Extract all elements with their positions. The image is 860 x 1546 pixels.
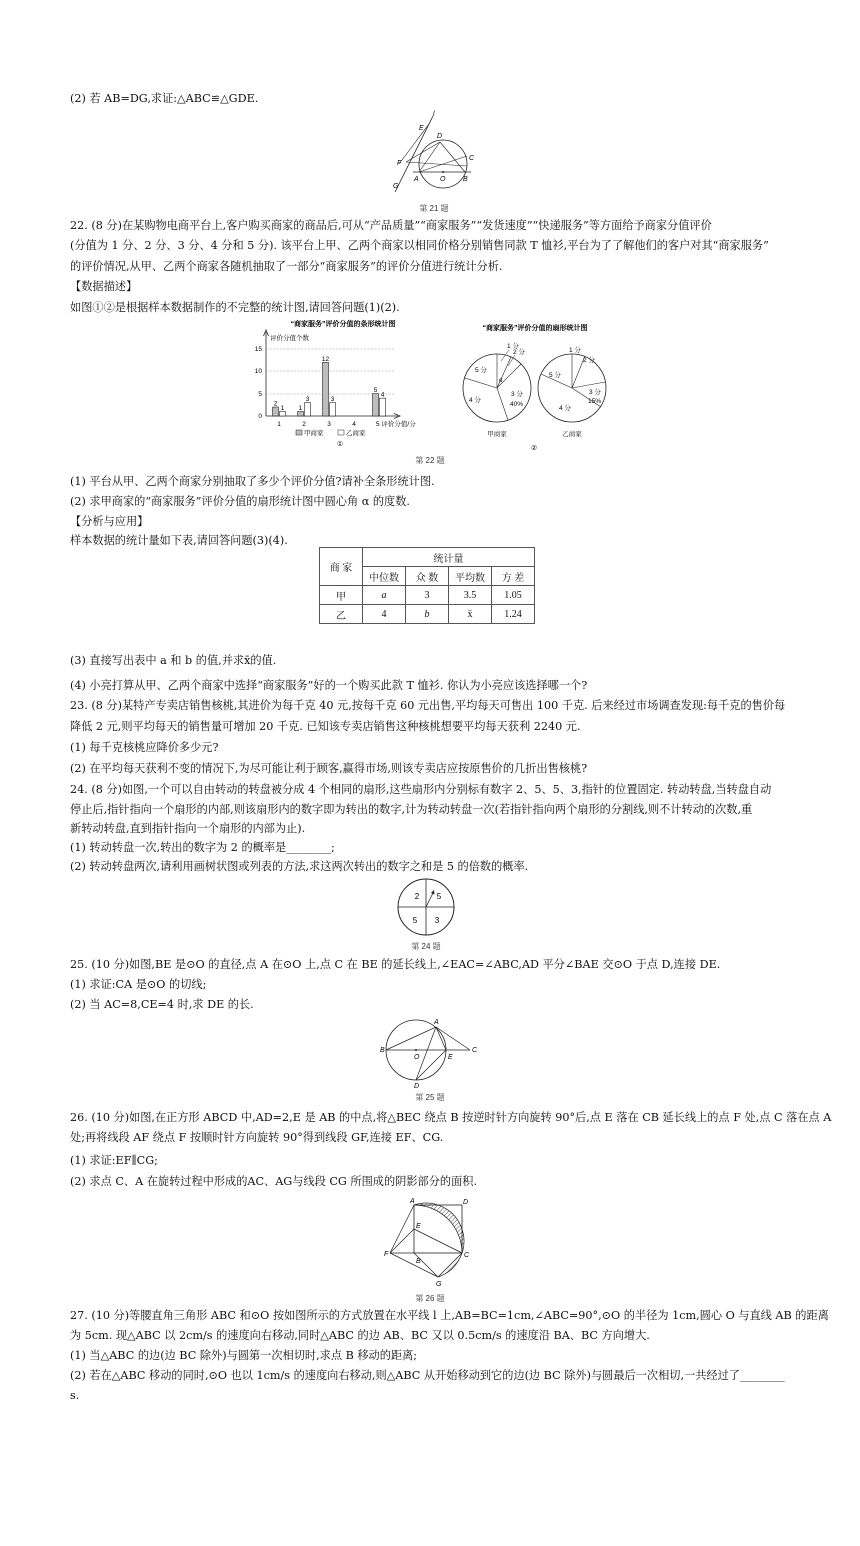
bar-label: 1 <box>298 405 303 413</box>
text-line: (1) 当△ABC 的边(边 BC 除外)与圆第一次相切时,求点 B 移动的距离; <box>70 1349 418 1362</box>
bar-yi-3 <box>330 403 336 416</box>
pie-yi-2: 2 分 <box>583 357 595 364</box>
spinner-number: 2 <box>414 892 420 901</box>
text-line: 新转动转盘,直到指针指向一个扇形的内部为止). <box>70 822 306 835</box>
label-F: F <box>397 160 402 167</box>
table-col-variance: 方 差 <box>492 567 535 586</box>
caption-22: 第 22 题 <box>415 456 445 465</box>
pie-jia-alpha: α <box>499 378 503 384</box>
pie-charts <box>455 322 615 452</box>
bar-label: 12 <box>321 355 330 363</box>
bar-yi-5 <box>380 398 386 416</box>
pie-jia-5: 5 分 <box>475 367 487 374</box>
bar-label: 3 <box>330 396 335 404</box>
text-line: 的评价情况,从甲、乙两个商家各随机抽取了一部分“商家服务”的评价分值进行统计分析. <box>70 260 503 273</box>
x-tick-4: 4 <box>352 421 356 428</box>
label-O: O <box>440 176 446 183</box>
spinner-number: 3 <box>434 916 440 925</box>
label-A: A <box>434 1019 439 1026</box>
table-row: 甲 a 3 3.5 1.05 <box>320 586 535 605</box>
label-B: B <box>380 1047 385 1054</box>
text-line: (4) 小亮打算从甲、乙两个商家中选择“商家服务”好的一个购买此款 T 恤衫. 你认为小亮应该选择哪一个? <box>70 679 588 692</box>
label-B: B <box>416 1258 421 1265</box>
label-D: D <box>437 133 443 140</box>
bar-yi-2 <box>305 403 311 416</box>
x-tick-1: 1 <box>277 421 281 428</box>
table-row: 乙 4 b x̄ 1.24 <box>320 605 535 624</box>
label-C: C <box>469 155 475 162</box>
spinner-number: 5 <box>436 892 442 901</box>
text-line: 样本数据的统计量如下表,请回答问题(3)(4). <box>70 534 288 547</box>
pie-jia-1: 1 分 <box>507 343 519 350</box>
text-line: (2) 求点 C、A 在旋转过程中形成的AC、AG与线段 CG 所围成的阴影部分的面积. <box>70 1175 478 1188</box>
text-line: 26. (10 分)如图,在正方形 ABCD 中,AD=2,E 是 AB 的中点,将△BEC 绕点 B 按逆时针方向旋转 90°后,点 E 落在 CB 延长线上的点 F 处,点 C 落在点 A <box>70 1111 832 1124</box>
pie-jia-3: 3 分 <box>511 391 523 398</box>
label-B: B <box>463 176 468 183</box>
label-C: C <box>464 1252 470 1259</box>
label-E: E <box>419 125 424 132</box>
pie-yi-5: 5 分 <box>549 372 561 379</box>
bar-chart <box>248 318 438 448</box>
text-line: 降低 2 元,则平均每天的销售量可增加 20 千克. 已知该专卖店销售这种核桃想要平均每天获利 2240 元. <box>70 720 581 733</box>
bar-jia-2 <box>298 412 304 416</box>
text-line: 为 5cm. 现△ABC 以 2cm/s 的速度向右移动,同时△ABC 的边 AB、BC 又以 0.5cm/s 的速度沿 BA、BC 方向增大. <box>70 1329 650 1342</box>
text-line: (2) 当 AC=8,CE=4 时,求 DE 的长. <box>70 998 254 1011</box>
bar-jia-5 <box>373 394 379 416</box>
bar-chart-title: “商家服务”评价分值的条形统计图 <box>290 321 396 328</box>
legend-jia: 甲商家 <box>304 430 324 437</box>
text-line: s. <box>70 1389 80 1402</box>
text-line: 处;再将线段 AF 绕点 F 按顺时针方向旋转 90°得到线段 GF,连接 EF、CG. <box>70 1131 444 1144</box>
table-col-mean: 平均数 <box>449 567 492 586</box>
pie-yi-name: 乙商家 <box>562 431 582 438</box>
text-line: 25. (10 分)如图,BE 是⊙O 的直径,点 A 在⊙O 上,点 C 在 BE 的延长线上,∠EAC=∠ABC,AD 平分∠BAE 交⊙O 于点 D,连接 DE. <box>70 958 721 971</box>
text-line: 24. (8 分)如图,一个可以自由转动的转盘被分成 4 个相同的扇形,这些扇形内分别标有数字 2、5、5、3,指针的位置固定. 转动转盘,当转盘自动 <box>70 783 772 796</box>
text-line: 【数据描述】 <box>70 280 138 293</box>
label-D: D <box>463 1199 469 1206</box>
figure-25 <box>378 1012 482 1088</box>
label-A: A <box>410 1198 415 1205</box>
text-line: 27. (10 分)等腰直角三角形 ABC 和⊙O 按如图所示的方式放置在水平线 l 上,AB=BC=1cm,∠ABC=90°,⊙O 的半径为 1cm,圆心 O 与直线 AB 的距离 <box>70 1309 829 1322</box>
table-header-merchant: 商 家 <box>320 548 363 586</box>
figure-26 <box>384 1195 476 1287</box>
text-line: (1) 转动转盘一次,转出的数字为 2 的概率是________; <box>70 841 335 854</box>
bar-chart-xlabel: 5 评价分值/分 <box>376 421 416 428</box>
bar-label: 5 <box>373 387 378 395</box>
pie-yi-15pct: 15% <box>588 398 602 405</box>
text-line: (2) 转动转盘两次,请利用画树状图或列表的方法,求这两次转出的数字之和是 5 的倍数的概率. <box>70 860 529 873</box>
caption-26: 第 26 题 <box>415 1294 445 1303</box>
x-tick-3: 3 <box>327 421 331 428</box>
pie-chart-title: “商家服务”评价分值的扇形统计图 <box>482 325 588 332</box>
x-tick-2: 2 <box>302 421 306 428</box>
pie-jia-40pct: 40% <box>510 401 524 408</box>
text-line: 停止后,指针指向一个扇形的内部,则该扇形内的数字即为转出的数字,计为转动转盘一次(若指针指向两个扇形的分割线,则不计转动的次数,重 <box>70 803 753 816</box>
text-line: 如图①②是根据样本数据制作的不完整的统计图,请回答问题(1)(2). <box>70 301 400 314</box>
caption-24: 第 24 题 <box>411 942 441 951</box>
label-F: F <box>384 1251 389 1258</box>
figure-21 <box>385 108 485 200</box>
bar-label: 2 <box>273 400 278 408</box>
legend-yi: 乙商家 <box>346 430 366 437</box>
stats-table <box>319 547 535 624</box>
y-tick-5: 5 <box>258 391 262 398</box>
label-G: G <box>393 183 399 190</box>
text-line: 【分析与应用】 <box>70 515 149 528</box>
text-line: (2) 求甲商家的“商家服务”评价分值的扇形统计图中圆心角 α 的度数. <box>70 495 410 508</box>
table-col-mode: 众 数 <box>406 567 449 586</box>
pie-jia-2: 2 分 <box>513 349 525 356</box>
caption-21: 第 21 题 <box>419 204 449 213</box>
pie-yi-1: 1 分 <box>569 347 581 354</box>
text-line: 23. (8 分)某特产专卖店销售核桃,其进价为每千克 40 元,按每千克 60 元出售,平均每天可售出 100 千克. 后来经过市场调查发现:每千克的售价每 <box>70 699 786 712</box>
bar-jia-3 <box>323 362 329 416</box>
bar-label: 3 <box>305 396 310 404</box>
label-O: O <box>414 1054 420 1061</box>
text-line: (1) 平台从甲、乙两个商家分别抽取了多少个评价分值?请补全条形统计图. <box>70 475 435 488</box>
pie-jia-name: 甲商家 <box>487 431 507 438</box>
pie-jia-4: 4 分 <box>469 397 481 404</box>
text-line: (1) 每千克核桃应降价多少元? <box>70 741 219 754</box>
bar-yi-1 <box>280 412 286 416</box>
label-l: l <box>433 111 435 118</box>
label-E: E <box>448 1054 453 1061</box>
label-C: C <box>472 1047 478 1054</box>
figure-marker-1: ① <box>336 441 344 448</box>
text-line: (2) 若 AB=DG,求证:△ABC≌△GDE. <box>70 92 259 105</box>
pie-yi-4: 4 分 <box>559 405 571 412</box>
bar-jia-1 <box>273 407 279 416</box>
text-line: (分值为 1 分、2 分、3 分、4 分和 5 分). 该平台上甲、乙两个商家以相同价格分别销售同款 T 恤衫,平台为了了解他们的客户对其“商家服务” <box>70 239 769 252</box>
y-tick-10: 10 <box>254 368 262 375</box>
label-A: A <box>414 176 419 183</box>
bar-label: 1 <box>280 405 285 413</box>
caption-25: 第 25 题 <box>415 1093 445 1102</box>
text-line: (2) 若在△ABC 移动的同时,⊙O 也以 1cm/s 的速度向右移动,则△ABC 从开始移动到它的边(边 BC 除外)与圆最后一次相切,一共经过了________ <box>70 1369 785 1382</box>
y-tick-15: 15 <box>254 346 262 353</box>
text-line: (2) 在平均每天获利不变的情况下,为尽可能让利于顾客,赢得市场,则该专卖店应按原售价的几折出售核桃? <box>70 762 588 775</box>
text-line: (3) 直接写出表中 a 和 b 的值,并求x̄的值. <box>70 654 277 667</box>
y-tick-0: 0 <box>258 413 262 420</box>
label-E: E <box>416 1223 421 1230</box>
label-D: D <box>414 1083 420 1088</box>
table-header-stats: 统计量 <box>363 548 535 567</box>
table-col-median: 中位数 <box>363 567 406 586</box>
label-G: G <box>436 1281 442 1287</box>
spinner-figure <box>395 876 457 938</box>
text-line: 22. (8 分)在某购物电商平台上,客户购买商家的商品后,可从“产品质量”“商家服务”“发货速度”“快递服务”等方面给予商家分值评价 <box>70 219 712 232</box>
bar-chart-ylabel: 评价分值个数 <box>270 335 309 342</box>
text-line: (1) 求证:EF∥CG; <box>70 1154 158 1167</box>
bar-label: 4 <box>380 391 385 399</box>
spinner-number: 5 <box>412 916 418 925</box>
text-line: (1) 求证:CA 是⊙O 的切线; <box>70 978 207 991</box>
figure-marker-2: ② <box>530 445 538 452</box>
pie-yi-3: 3 分 <box>589 389 601 396</box>
